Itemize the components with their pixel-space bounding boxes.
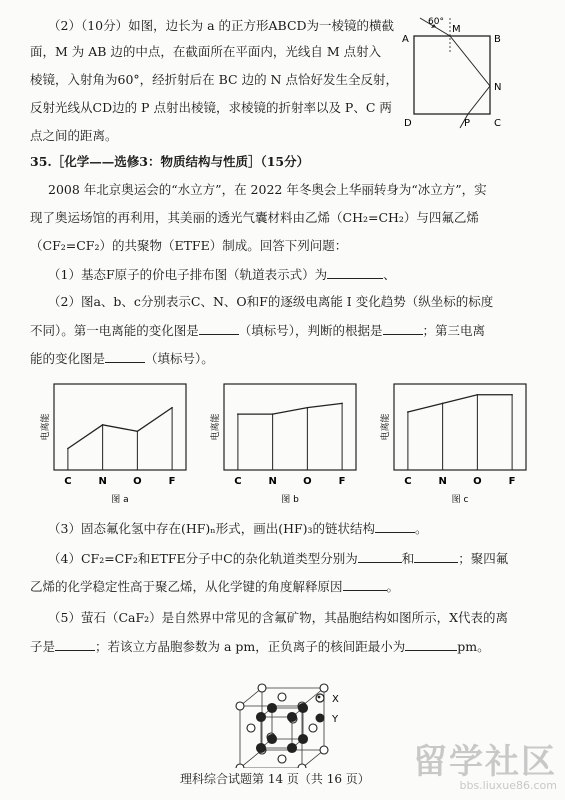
chart-0-ylabel: 电离能 [41,413,51,441]
q35-part4-line1 [48,550,508,567]
q35-part4-seg1: （4）CF₂=CF₂和ETFE分子中C的杂化轨道类型分别为 [48,551,358,566]
chart-1-point-2 [307,407,309,409]
q35-part4-seg4: 乙烯的化学稳定性高于聚乙烯，从化学键的角度解释原因 [30,579,343,594]
x-atom-4 [298,764,306,768]
chart-frame-1 [224,384,356,470]
y-atom-18 [288,744,297,753]
legend-y-label: Y [332,714,339,725]
q35-part2-seg1: 不同）。第一电离能的变化图是 [30,323,199,338]
prism-figure [398,14,518,132]
chart-0-point-3 [171,407,173,409]
prism-square [414,36,490,114]
q35-intro-3: （CF₂=CF₂）的共聚物（ETFE）制成。回答下列问题： [30,238,348,253]
q35-part2-line1: （2）图a、b、c分别表示C、N、O和F的逐级电离能 I 变化趋势（纵坐标的标度 [48,294,494,309]
q35-part2-seg3: ；第三电离 [422,323,486,338]
answer-blank-4b[interactable] [414,550,458,563]
q35-part3 [48,520,428,537]
answer-blank-2c[interactable] [105,350,145,363]
y-atom-21 [299,704,308,713]
label-B: B [494,34,501,45]
x-atom-12 [247,724,255,732]
x-atom-2 [236,702,244,710]
angle-label: 60° [428,17,444,27]
q35-part4-seg3: ；聚四氟 [458,551,509,566]
chart-2-point-0 [407,411,409,413]
chart-1-tick-2: O [303,476,312,487]
legend-x-dot [318,696,321,699]
chart-0-tick-1: N [98,476,107,487]
chart-1-point-1 [272,413,274,415]
q35-part5-seg3: pm。 [457,639,490,654]
watermark-sub: bbs.liuxue86.com [459,779,557,792]
q35-part2-line2 [30,322,485,339]
answer-blank-3[interactable] [375,520,415,533]
chart-1-point-3 [341,403,343,405]
chart-2-tick-0: C [404,476,412,487]
ionization-energy-charts [36,378,546,518]
answer-blank-4a[interactable] [358,550,402,563]
chart-0-point-2 [137,431,139,433]
site-watermark [413,734,557,792]
y-atom-17 [268,704,277,713]
q35-part4-seg2: 和 [401,551,415,566]
q34-line-4: 反射光线从CD边的 P 点射出棱镜，求棱镜的折射率以及 P、C 两 [30,100,392,115]
chart-2-ylabel: 电离能 [381,413,391,441]
x-atom-10 [278,755,286,763]
x-atom-3 [258,684,266,692]
chart-2-caption: 图 c [451,495,469,505]
chart-1-caption: 图 b [281,495,299,505]
page-footer: 理科综合试题第 14 页（共 16 页） [180,772,370,786]
chart-0-point-0 [67,448,69,450]
chart-2-tick-1: N [438,476,447,487]
legend-x-label: X [332,694,339,705]
chart-2-series-line [408,395,512,412]
chart-0-series-line [68,408,172,449]
x-atom-5 [320,746,328,754]
q35-part5-line2 [30,638,490,655]
y-atom-16 [257,713,266,722]
q35-part2-seg4: 能的变化图是 [30,351,106,366]
reflected-ray [468,86,490,114]
y-atom-19 [299,735,308,744]
watermark-main: 留学社区 [413,742,557,782]
chart-0-caption: 图 a [111,495,129,505]
chart-0-tick-0: C [64,476,72,487]
q35-part5-line1: （5）萤石（CaF₂）是自然界中常见的含氟矿物，其晶胞结构如图所示，X代表的离 [48,610,509,625]
q34-line-5: 点之间的距离。 [30,128,118,143]
y-atom-15 [268,735,277,744]
q35-title: 35.［化学——选修3：物质结构与性质］（15分） [30,154,310,169]
legend-y-atom [316,714,325,723]
q34-line-1: （2）（10分）如图，边长为 a 的正方形ABCD为一棱镜的横截 [48,18,395,33]
chart-1-tick-0: C [234,476,242,487]
chart-0-tick-3: F [168,476,176,487]
chart-2-tick-3: F [508,476,516,487]
q35-part5-seg2: ；若该立方晶胞参数为 a pm，正负离子的核间距最小为 [95,639,406,654]
chart-2-point-3 [511,394,513,396]
answer-blank-2b[interactable] [383,322,423,335]
q34-line-2: 面，M 为 AB 边的中点，在截面所在平面内，光线自 M 点射入 [30,44,382,59]
chart-0-tick-2: O [133,476,142,487]
chart-1-point-0 [237,413,239,415]
answer-blank-5a[interactable] [55,638,95,651]
label-C: C [494,118,501,129]
chart-2-point-1 [442,403,444,405]
label-P: P [464,118,471,129]
legend-x-atom [316,694,324,702]
refracted-ray [450,36,490,86]
label-D: D [404,118,412,129]
answer-blank-2a[interactable] [199,322,239,335]
q35-part4-seg5: 。 [386,579,400,594]
chart-frame-0 [54,384,186,470]
y-atom-14 [257,744,266,753]
chart-1-series-line [238,403,342,414]
chart-0-point-1 [102,424,104,426]
q35-part2-seg5: （填标号）。 [145,351,214,366]
q35-part1-text: （1）基态F原子的价电子排布图（轨道表示式）为 [48,267,328,282]
chart-2-tick-2: O [473,476,482,487]
chart-2-point-2 [477,394,479,396]
q35-part3-end: 。 [415,521,428,536]
answer-blank-1[interactable] [327,266,383,279]
q35-part2-line3 [30,350,214,367]
q35-part4-line2 [30,578,399,595]
chart-frame-2 [394,384,526,470]
q35-part5-seg1: 子是 [30,639,56,654]
q35-part1: （1）基态F原子的价电子排布图（轨道表示式）为 、 [48,267,396,282]
label-M: M [452,24,461,35]
answer-blank-5b[interactable] [405,638,457,651]
chart-1-tick-1: N [268,476,277,487]
chart-1-tick-3: F [338,476,346,487]
q35-part3-text: （3）固态氟化氢中存在(HF)ₙ形式，画出(HF)₃的链状结构 [48,521,376,536]
q35-intro-2: 现了奥运场馆的再利用，其美丽的透光气囊材料由乙烯（CH₂=CH₂）与四氟乙烯 [30,210,479,225]
label-A: A [402,34,409,45]
x-atom-0 [236,764,244,768]
q34-line-3: 棱镜，入射角为60°，经折射后在 BC 边的 N 点恰好发生全反射， [30,72,398,87]
x-atom-11 [278,693,286,701]
crystal-legend [312,690,352,730]
q35-part2-seg2: （填标号），判断的根据是 [238,323,383,338]
label-N: N [494,82,502,93]
answer-blank-4c[interactable] [343,578,387,591]
chart-1-ylabel: 电离能 [211,413,221,441]
y-atom-20 [288,713,297,722]
q35-intro-1: 2008 年北京奥运会的“水立方”，在 2022 年冬奥会上华丽转身为“冰立方”，实 [48,182,487,197]
